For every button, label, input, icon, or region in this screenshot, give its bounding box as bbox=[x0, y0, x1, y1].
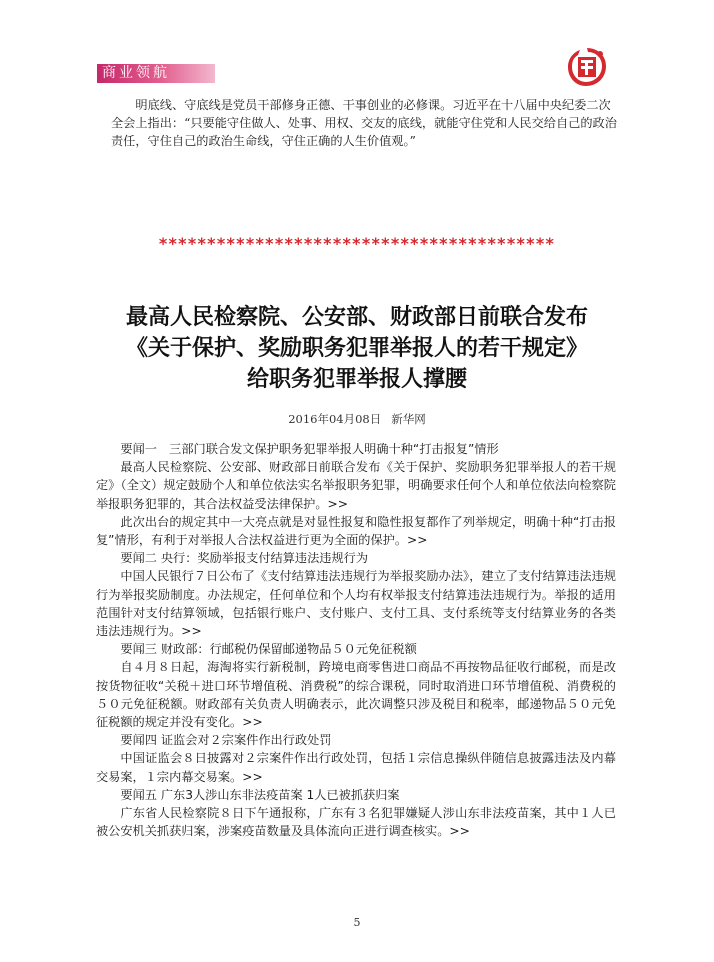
dateline bbox=[0, 411, 714, 427]
title-line: 《关于保护、奖励职务犯罪举报人的若干规定》 bbox=[125, 336, 588, 361]
title-line: 最高人民检察院、公安部、财政部日前联合发布 bbox=[125, 305, 588, 330]
section-label: 商业领航 bbox=[102, 65, 170, 81]
paragraph: 中国证监会８日披露对２宗案件作出行政处罚，包括１宗信息操纵伴随信息披露违法及内幕交易案，１宗内幕交易案。>> bbox=[96, 751, 616, 784]
paragraph: 最高人民检察院、公安部、财政部日前联合发布《关于保护、奖励职务犯罪举报人的若干规定》（全文）规定鼓励个人和单位依法实名举报职务犯罪，明确要求任何个人和单位依法向检察院举报职务犯罪的，其合法权益受法律保护。>> bbox=[96, 460, 616, 511]
paragraph: 此次出台的规定其中一大亮点就是对显性报复和隐性报复都作了列举规定，明确十种“打击报复”情形，有利于对举报人合法权益进行更为全面的保护。>> bbox=[96, 514, 616, 548]
news-heading: 要闻五 广东3人涉山东非法疫苗案 1人已被抓获归案 bbox=[120, 787, 400, 802]
publication-logo-icon bbox=[566, 46, 608, 88]
news-heading: 要闻三 财政部：行邮税仍保留邮递物品５０元免征税额 bbox=[120, 642, 417, 657]
paragraph: 自４月８日起，海淘将实行新税制，跨境电商零售进口商品不再按物品征收行邮税，而是改按货物征收“关税＋进口环节增值税、消费税”的综合课税，同时取消进口环节增值税、消费税的５０元免征税额。财政部有关负责人明确表示，此次调整只涉及税目和税率，邮递物品５０元免征税额的规定并没有变化。>> bbox=[96, 660, 616, 730]
news-heading: 要闻四 证监会对２宗案件作出行政处罚 bbox=[120, 733, 332, 748]
article-body bbox=[96, 440, 616, 840]
news-heading: 要闻一 三部门联合发文保护职务犯罪举报人明确十种“打击报复”情形 bbox=[120, 442, 499, 456]
page-number: 5 bbox=[353, 916, 361, 929]
article-source: 新华网 bbox=[391, 412, 426, 426]
article-title bbox=[0, 302, 714, 395]
news-heading: 要闻二 央行：奖励举报支付结算违法违规行为 bbox=[120, 551, 369, 566]
article-date: 2016年04月08日 bbox=[288, 412, 382, 426]
title-line: 给职务犯罪举报人撑腰 bbox=[246, 367, 467, 392]
star-divider: ***************************************** bbox=[158, 234, 556, 253]
paragraph: 中国人民银行７日公布了《支付结算违法违规行为举报奖励办法》，建立了支付结算违法违规行为举报奖励制度。办法规定，任何单位和个人均有权举报支付结算违法违规行为。举报的适用范围针对支付结算领域，包括银行账户、支付账户、支付工具、支付系统等支付结算业务的各类违法违规行为。>> bbox=[96, 569, 616, 639]
quote-block bbox=[111, 96, 617, 150]
quote-text: 明底线、守底线是党员干部修身正德、干事创业的必修课。习近平在十八届中央纪委二次全会上指出：“只要能守住做人、处事、用权、交友的底线，就能守住党和人民交给自己的政治责任，守住自己的政治生命线，守住正确的人生价值观。” bbox=[111, 98, 617, 148]
paragraph: 广东省人民检察院８日下午通报称，广东有３名犯罪嫌疑人涉山东非法疫苗案，其中１人已被公安机关抓获归案，涉案疫苗数量及具体流向正进行调查核实。>> bbox=[96, 806, 616, 839]
